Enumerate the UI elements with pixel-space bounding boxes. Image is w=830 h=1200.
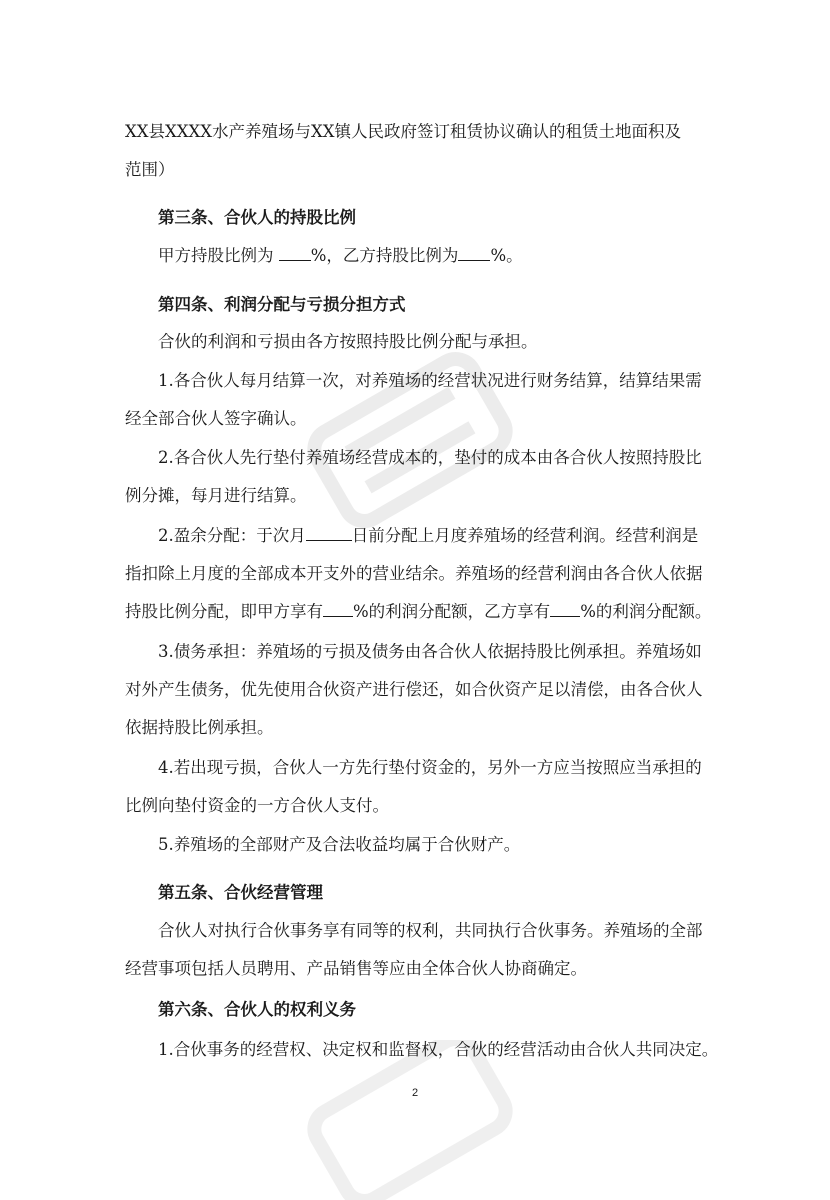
paragraph-line: 例分摊，每月进行结算。 [125, 486, 307, 505]
paragraph-line: 经全部合伙人签字确认。 [125, 409, 307, 428]
paragraph-line: 比例向垫付资金的一方合伙人支付。 [125, 796, 389, 815]
paragraph-line: 合伙的利润和亏损由各方按照持股比例分配与承担。 [158, 332, 538, 351]
paragraph-line: 4.若出现亏损，合伙人一方先行垫付资金的，另外一方应当按照应当承担的 [158, 758, 702, 777]
paragraph-line: 指扣除上月度的全部成本开支外的营业结余。养殖场的经营利润由各合伙人依据 [125, 564, 703, 583]
paragraph-line: 依据持股比例承担。 [125, 718, 274, 737]
blank-field [458, 244, 490, 261]
blank-field [323, 600, 353, 617]
text-run: 2.盈余分配：于次月 [158, 526, 306, 545]
paragraph-line: 对外产生债务，优先使用合伙资产进行偿还，如合伙资产足以清偿，由各合伙人 [125, 680, 703, 699]
blank-field [306, 524, 352, 541]
blank-field [279, 244, 311, 261]
paragraph-line: 2.各合伙人先行垫付养殖场经营成本的，垫付的成本由各合伙人按照持股比 [158, 448, 702, 467]
text-run: 持股比例分配，即甲方享有 [125, 602, 323, 621]
article-5-title: 第五条、合伙经营管理 [158, 883, 323, 902]
text-run: 日前分配上月度养殖场的经营利润。经营利润是 [351, 526, 699, 545]
paragraph-line: 3.债务承担：养殖场的亏损及债务由各合伙人依据持股比例承担。养殖场如 [158, 642, 702, 661]
article-4-title: 第四条、利润分配与亏损分担方式 [158, 295, 406, 314]
article-3-title: 第三条、合伙人的持股比例 [158, 208, 356, 227]
blank-field [550, 600, 580, 617]
paragraph-line: 1.各合伙人每月结算一次，对养殖场的经营状况进行财务结算，结算结果需 [158, 371, 702, 390]
watermark-icon-bottom [300, 1040, 520, 1200]
watermark-icon [300, 330, 520, 550]
article-6-title: 第六条、合伙人的权利义务 [158, 1000, 356, 1019]
paragraph-line: 经营事项包括人员聘用、产品销售等应由全体合伙人协商确定。 [125, 959, 587, 978]
paragraph-line: 合伙人对执行合伙事务享有同等的权利，共同执行合伙事务。养殖场的全部 [158, 921, 703, 940]
paragraph-line [158, 524, 698, 548]
text-run: %的利润分配额。 [580, 602, 712, 621]
paragraph-line: 1.合伙事务的经营权、决定权和监督权，合伙的经营活动由合伙人共同决定。 [158, 1040, 719, 1059]
article-3-text [158, 244, 523, 268]
page-number: 2 [411, 1087, 419, 1099]
paragraph-line [125, 600, 711, 624]
paragraph-line: 范围） [125, 160, 175, 179]
text-run: %。 [490, 246, 523, 265]
text-run: %，乙方持股比例为 [310, 246, 459, 265]
text-run: 甲方持股比例为 [158, 246, 274, 265]
paragraph-line: 5.养殖场的全部财产及合法收益均属于合伙财产。 [158, 835, 521, 854]
text-run: %的利润分配额，乙方享有 [353, 602, 551, 621]
paragraph-line: XX县XXXX水产养殖场与XX镇人民政府签订租赁协议确认的租赁土地面积及 [125, 122, 681, 141]
